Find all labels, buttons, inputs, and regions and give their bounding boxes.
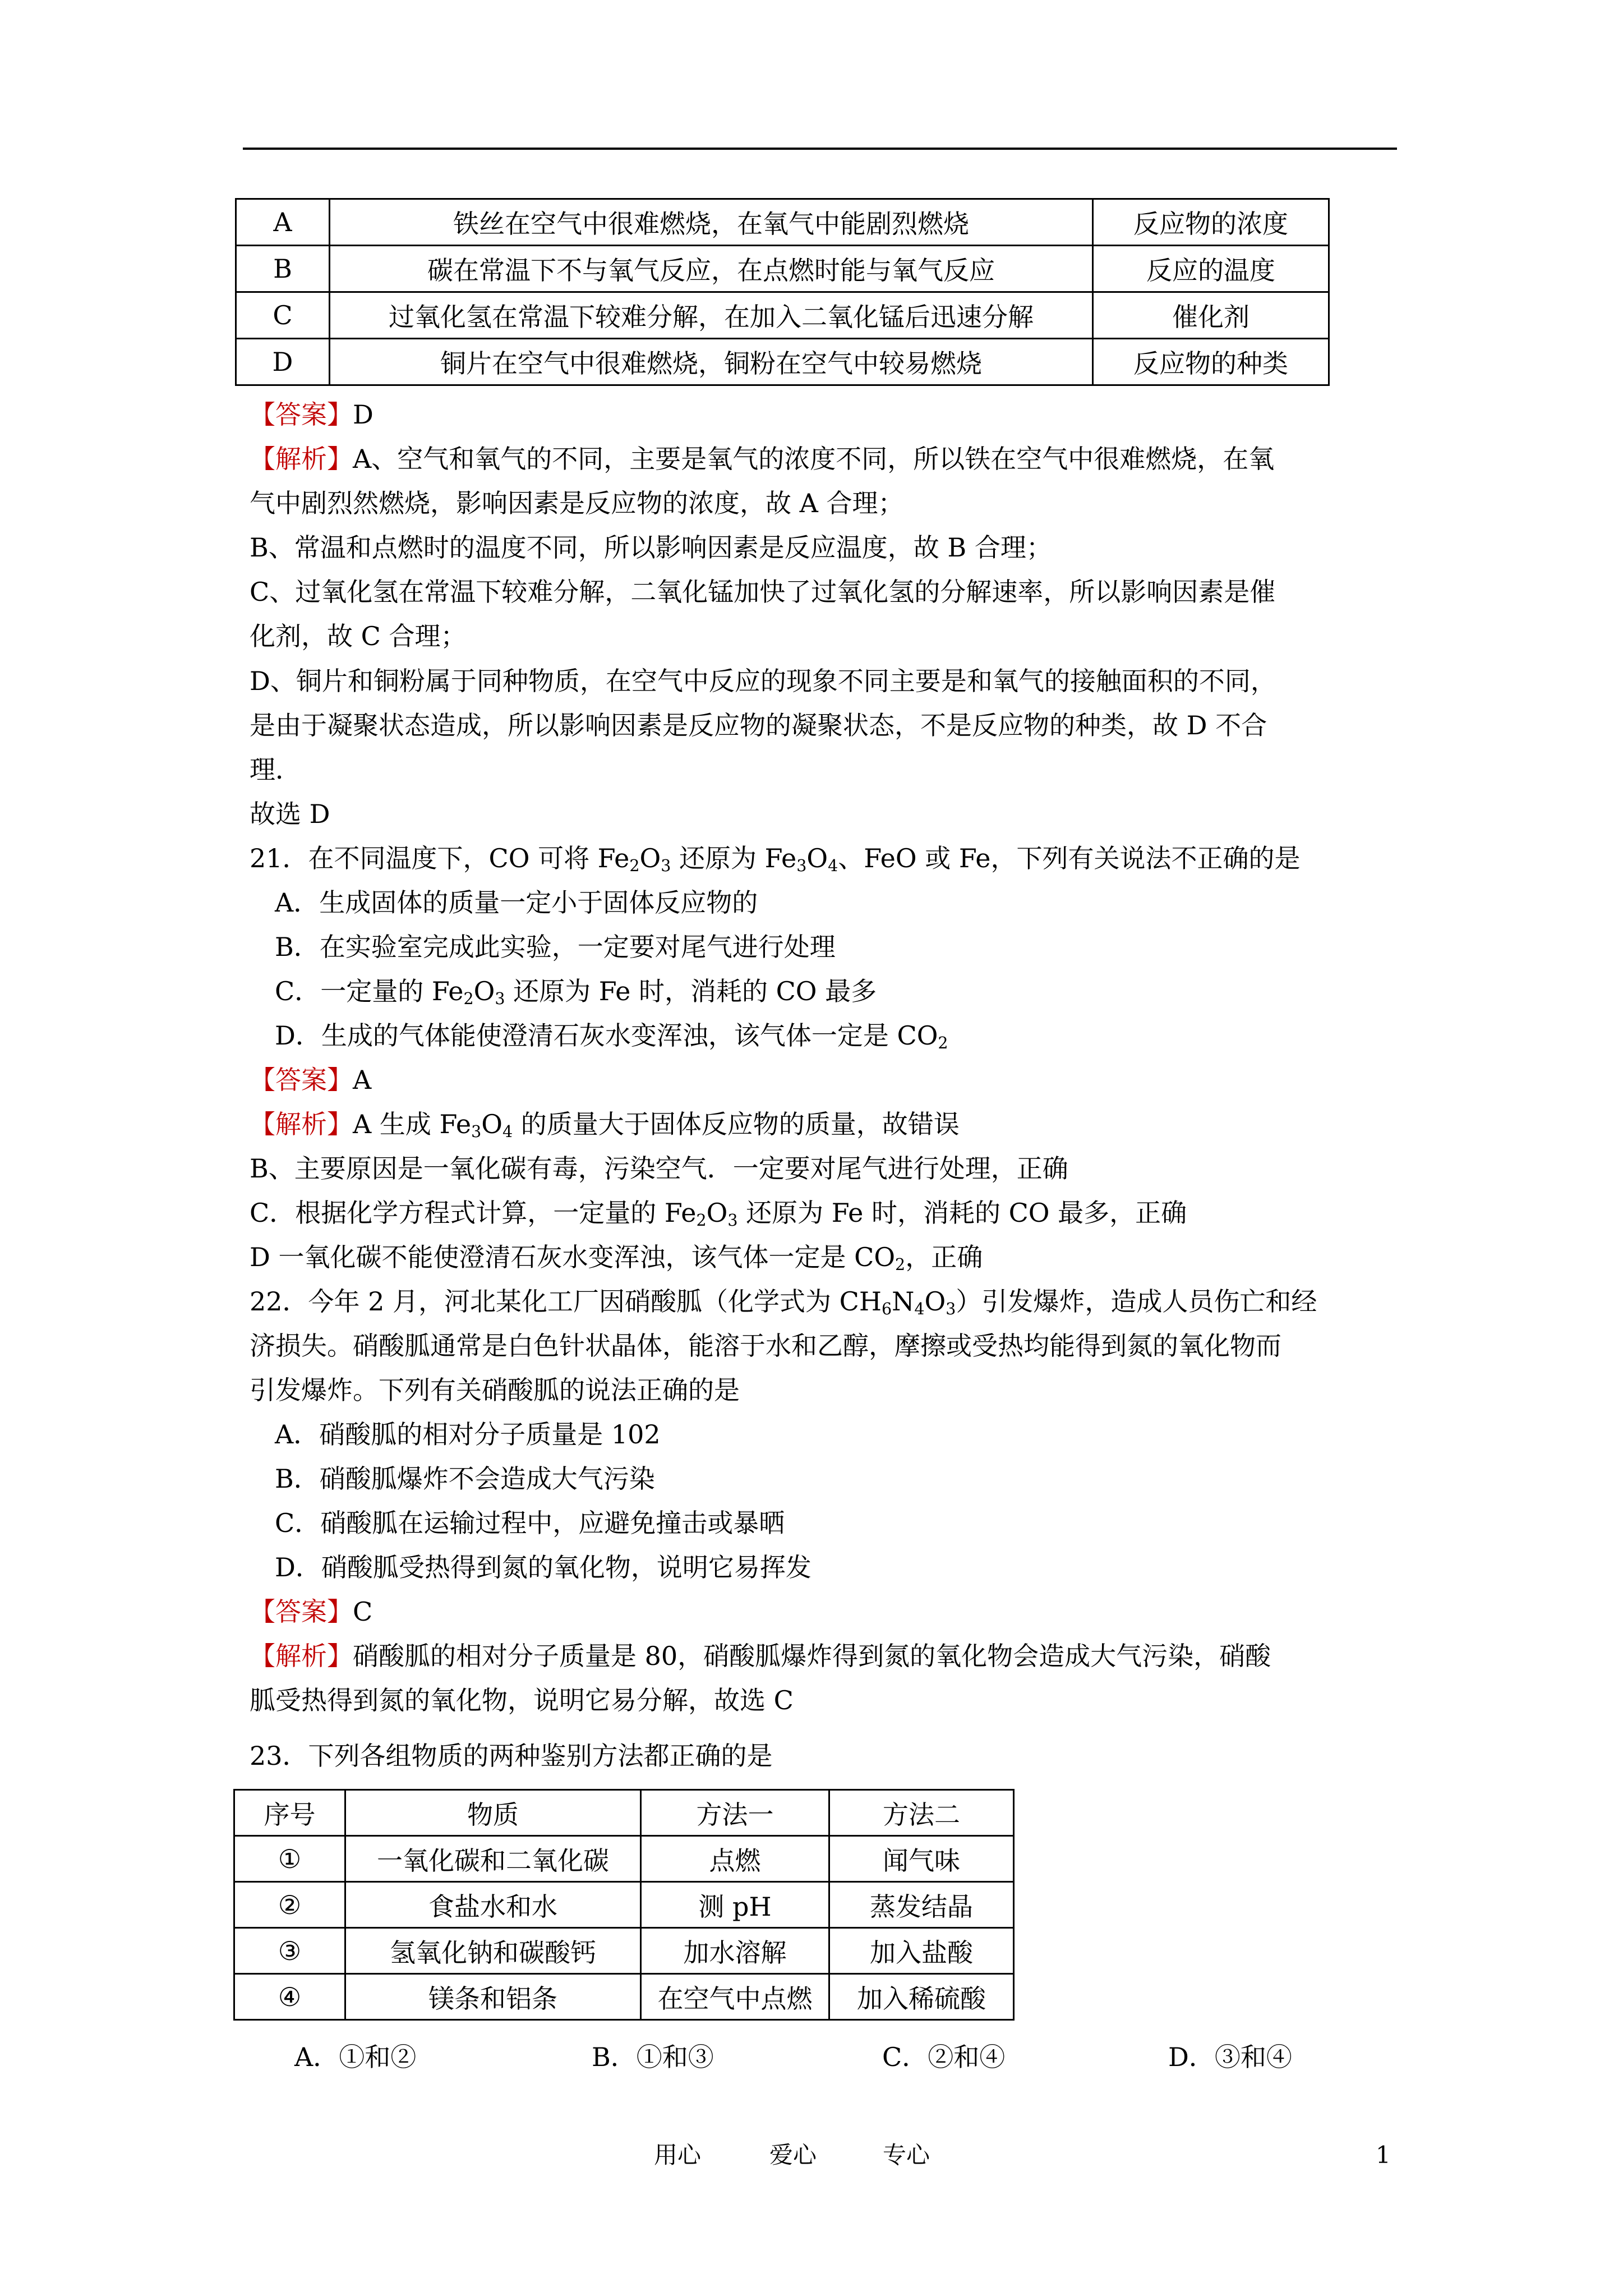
cell-method1: 在空气中点燃 bbox=[641, 1974, 829, 2020]
q21-answer-line bbox=[250, 1065, 371, 1095]
analysis-text: 气中剧烈然燃烧，影响因素是反应物的浓度，故 A 合理； bbox=[250, 488, 904, 518]
table-row bbox=[234, 1974, 1014, 2020]
row-factor: 催化剂 bbox=[1093, 292, 1329, 339]
analysis-text: A、空气和氧气的不同，主要是氧气的浓度不同，所以铁在空气中很难燃烧，在氧 bbox=[353, 444, 1275, 474]
row-phenomenon: 铜片在空气中很难燃烧，铜粉在空气中较易燃烧 bbox=[330, 339, 1093, 385]
cell-method2: 蒸发结晶 bbox=[829, 1882, 1014, 1928]
cell-method1: 测 pH bbox=[641, 1882, 829, 1928]
analysis-text: 化剂，故 C 合理； bbox=[250, 621, 467, 651]
q22-stem-line: 济损失。硝酸胍通常是白色针状晶体，能溶于水和乙醇，摩擦或受热均能得到氮的氧化物而 bbox=[250, 1331, 1281, 1361]
table-row bbox=[236, 292, 1329, 339]
col-header-no: 序号 bbox=[234, 1790, 345, 1836]
q21-option-a: A．生成固体的质量一定小于固体反应物的 bbox=[275, 887, 758, 918]
table-row bbox=[234, 1882, 1014, 1928]
cell-no: ② bbox=[234, 1882, 345, 1928]
q20-analysis-line bbox=[250, 444, 1274, 474]
answer-tag: 【答案】 bbox=[250, 1065, 353, 1095]
cell-no: ① bbox=[234, 1836, 345, 1882]
q22-stem-line: 引发爆炸。下列有关硝酸胍的说法正确的是 bbox=[250, 1375, 740, 1405]
row-phenomenon: 碳在常温下不与氧气反应，在点燃时能与氧气反应 bbox=[330, 246, 1093, 292]
analysis-text: C、过氧化氢在常温下较难分解，二氧化锰加快了过氧化氢的分解速率，所以影响因素是催 bbox=[250, 577, 1276, 607]
q21-option-b: B．在实验室完成此实验，一定要对尾气进行处理 bbox=[275, 932, 836, 962]
row-factor: 反应物的浓度 bbox=[1093, 199, 1329, 246]
q21-option-c: C．一定量的 $Fe_2O_3$ 还原为 Fe 时，消耗的 CO 最多 bbox=[275, 976, 877, 1009]
table-row bbox=[234, 1928, 1014, 1974]
cell-substance: 一氧化碳和二氧化碳 bbox=[345, 1836, 641, 1882]
cell-substance: 食盐水和水 bbox=[345, 1882, 641, 1928]
analysis-text: B、主要原因是一氧化碳有毒，污染空气．一定要对尾气进行处理，正确 bbox=[250, 1153, 1068, 1184]
row-factor: 反应的温度 bbox=[1093, 246, 1329, 292]
q21-stem: 21．在不同温度下，CO 可将 $Fe_2O_3$ 还原为 $Fe_3O_4$、FeO 或 Fe，下列有关说法不正确的是 bbox=[250, 843, 1301, 876]
col-header-method2: 方法二 bbox=[829, 1790, 1014, 1836]
q22-answer: C bbox=[353, 1596, 373, 1627]
analysis-tag: 【解析】 bbox=[250, 1641, 353, 1671]
row-label: A bbox=[236, 199, 330, 246]
page-number: 1 bbox=[1376, 2141, 1391, 2169]
cell-method1: 点燃 bbox=[641, 1836, 829, 1882]
cell-substance: 镁条和铝条 bbox=[345, 1974, 641, 2020]
analysis-text: 故选 D bbox=[250, 799, 330, 829]
table-row bbox=[234, 1836, 1014, 1882]
cell-method1: 加水溶解 bbox=[641, 1928, 829, 1974]
q22-option-d: D．硝酸胍受热得到氮的氧化物，说明它易挥发 bbox=[275, 1552, 811, 1582]
row-label: B bbox=[236, 246, 330, 292]
q22-option-a: A．硝酸胍的相对分子质量是 102 bbox=[275, 1419, 661, 1450]
q22-analysis-line: 【解析】硝酸胍的相对分子质量是 80，硝酸胍爆炸得到氮的氧化物会造成大气污染，硝酸 bbox=[250, 1641, 1271, 1671]
q23-option-c: C．②和④ bbox=[882, 2042, 1006, 2072]
analysis-text: 是由于凝聚状态造成，所以影响因素是反应物的凝聚状态，不是反应物的种类，故 D 不合 bbox=[250, 710, 1267, 740]
row-phenomenon: 过氧化氢在常温下较难分解，在加入二氧化锰后迅速分解 bbox=[330, 292, 1093, 339]
q23-stem: 23．下列各组物质的两种鉴别方法都正确的是 bbox=[250, 1741, 773, 1771]
analysis-text: D、铜片和铜粉属于同种物质，在空气中反应的现象不同主要是和氧气的接触面积的不同， bbox=[250, 666, 1276, 696]
analysis-text: B、常温和点燃时的温度不同，所以影响因素是反应温度，故 B 合理； bbox=[250, 532, 1052, 563]
q21-answer: A bbox=[353, 1065, 372, 1095]
cell-no: ④ bbox=[234, 1974, 345, 2020]
q21-option-d: D．生成的气体能使澄清石灰水变浑浊，该气体一定是 $CO_2$ bbox=[275, 1020, 948, 1053]
col-header-method1: 方法一 bbox=[641, 1790, 829, 1836]
footer-word: 爱心 bbox=[769, 2141, 817, 2169]
answer-tag: 【答案】 bbox=[250, 399, 353, 430]
cell-method2: 加入稀硫酸 bbox=[829, 1974, 1014, 2020]
cell-substance: 氢氧化钠和碳酸钙 bbox=[345, 1928, 641, 1974]
answer-tag: 【答案】 bbox=[250, 1596, 353, 1627]
comparison-table bbox=[235, 198, 1330, 386]
table-row bbox=[236, 246, 1329, 292]
q20-answer-line bbox=[250, 399, 374, 430]
q20-answer: D bbox=[353, 399, 374, 430]
table-row bbox=[236, 339, 1329, 385]
table-row bbox=[236, 199, 1329, 246]
table-header-row bbox=[234, 1790, 1014, 1836]
analysis-text: D 一氧化碳不能使澄清石灰水变浑浊，该气体一定是 $CO_2$，正确 bbox=[250, 1242, 983, 1274]
row-label: C bbox=[236, 292, 330, 339]
q22-answer-line bbox=[250, 1596, 372, 1627]
cell-no: ③ bbox=[234, 1928, 345, 1974]
identification-table bbox=[233, 1789, 1015, 2021]
q22-option-c: C．硝酸胍在运输过程中，应避免撞击或暴晒 bbox=[275, 1508, 785, 1538]
header-rule bbox=[243, 148, 1397, 150]
analysis-text: 胍受热得到氮的氧化物，说明它易分解，故选 C bbox=[250, 1685, 794, 1715]
col-header-substance: 物质 bbox=[345, 1790, 641, 1836]
cell-method2: 加入盐酸 bbox=[829, 1928, 1014, 1974]
footer-word: 专心 bbox=[883, 2141, 930, 2169]
q23-option-d: D．③和④ bbox=[1168, 2042, 1292, 2072]
q23-option-a: A．①和② bbox=[294, 2042, 417, 2072]
q23-option-b: B．①和③ bbox=[592, 2042, 714, 2072]
q22-option-b: B．硝酸胍爆炸不会造成大气污染 bbox=[275, 1464, 655, 1494]
analysis-tag: 【解析】 bbox=[250, 1109, 353, 1139]
row-phenomenon: 铁丝在空气中很难燃烧，在氧气中能剧烈燃烧 bbox=[330, 199, 1093, 246]
q22-stem: 22．今年 2 月，河北某化工厂因硝酸胍（化学式为 $CH_6N_4O_3$）引发爆炸，造成人员伤亡和经 bbox=[250, 1286, 1317, 1319]
analysis-tag: 【解析】 bbox=[250, 444, 353, 474]
analysis-text: 理． bbox=[250, 754, 301, 785]
footer-word: 用心 bbox=[654, 2141, 702, 2169]
row-factor: 反应物的种类 bbox=[1093, 339, 1329, 385]
q21-analysis-line: 【解析】A 生成 $Fe_3O_4$ 的质量大于固体反应物的质量，故错误 bbox=[250, 1109, 960, 1142]
row-label: D bbox=[236, 339, 330, 385]
cell-method2: 闻气味 bbox=[829, 1836, 1014, 1882]
analysis-text: C．根据化学方程式计算，一定量的 $Fe_2O_3$ 还原为 Fe 时，消耗的 CO 最多，正确 bbox=[250, 1198, 1187, 1230]
